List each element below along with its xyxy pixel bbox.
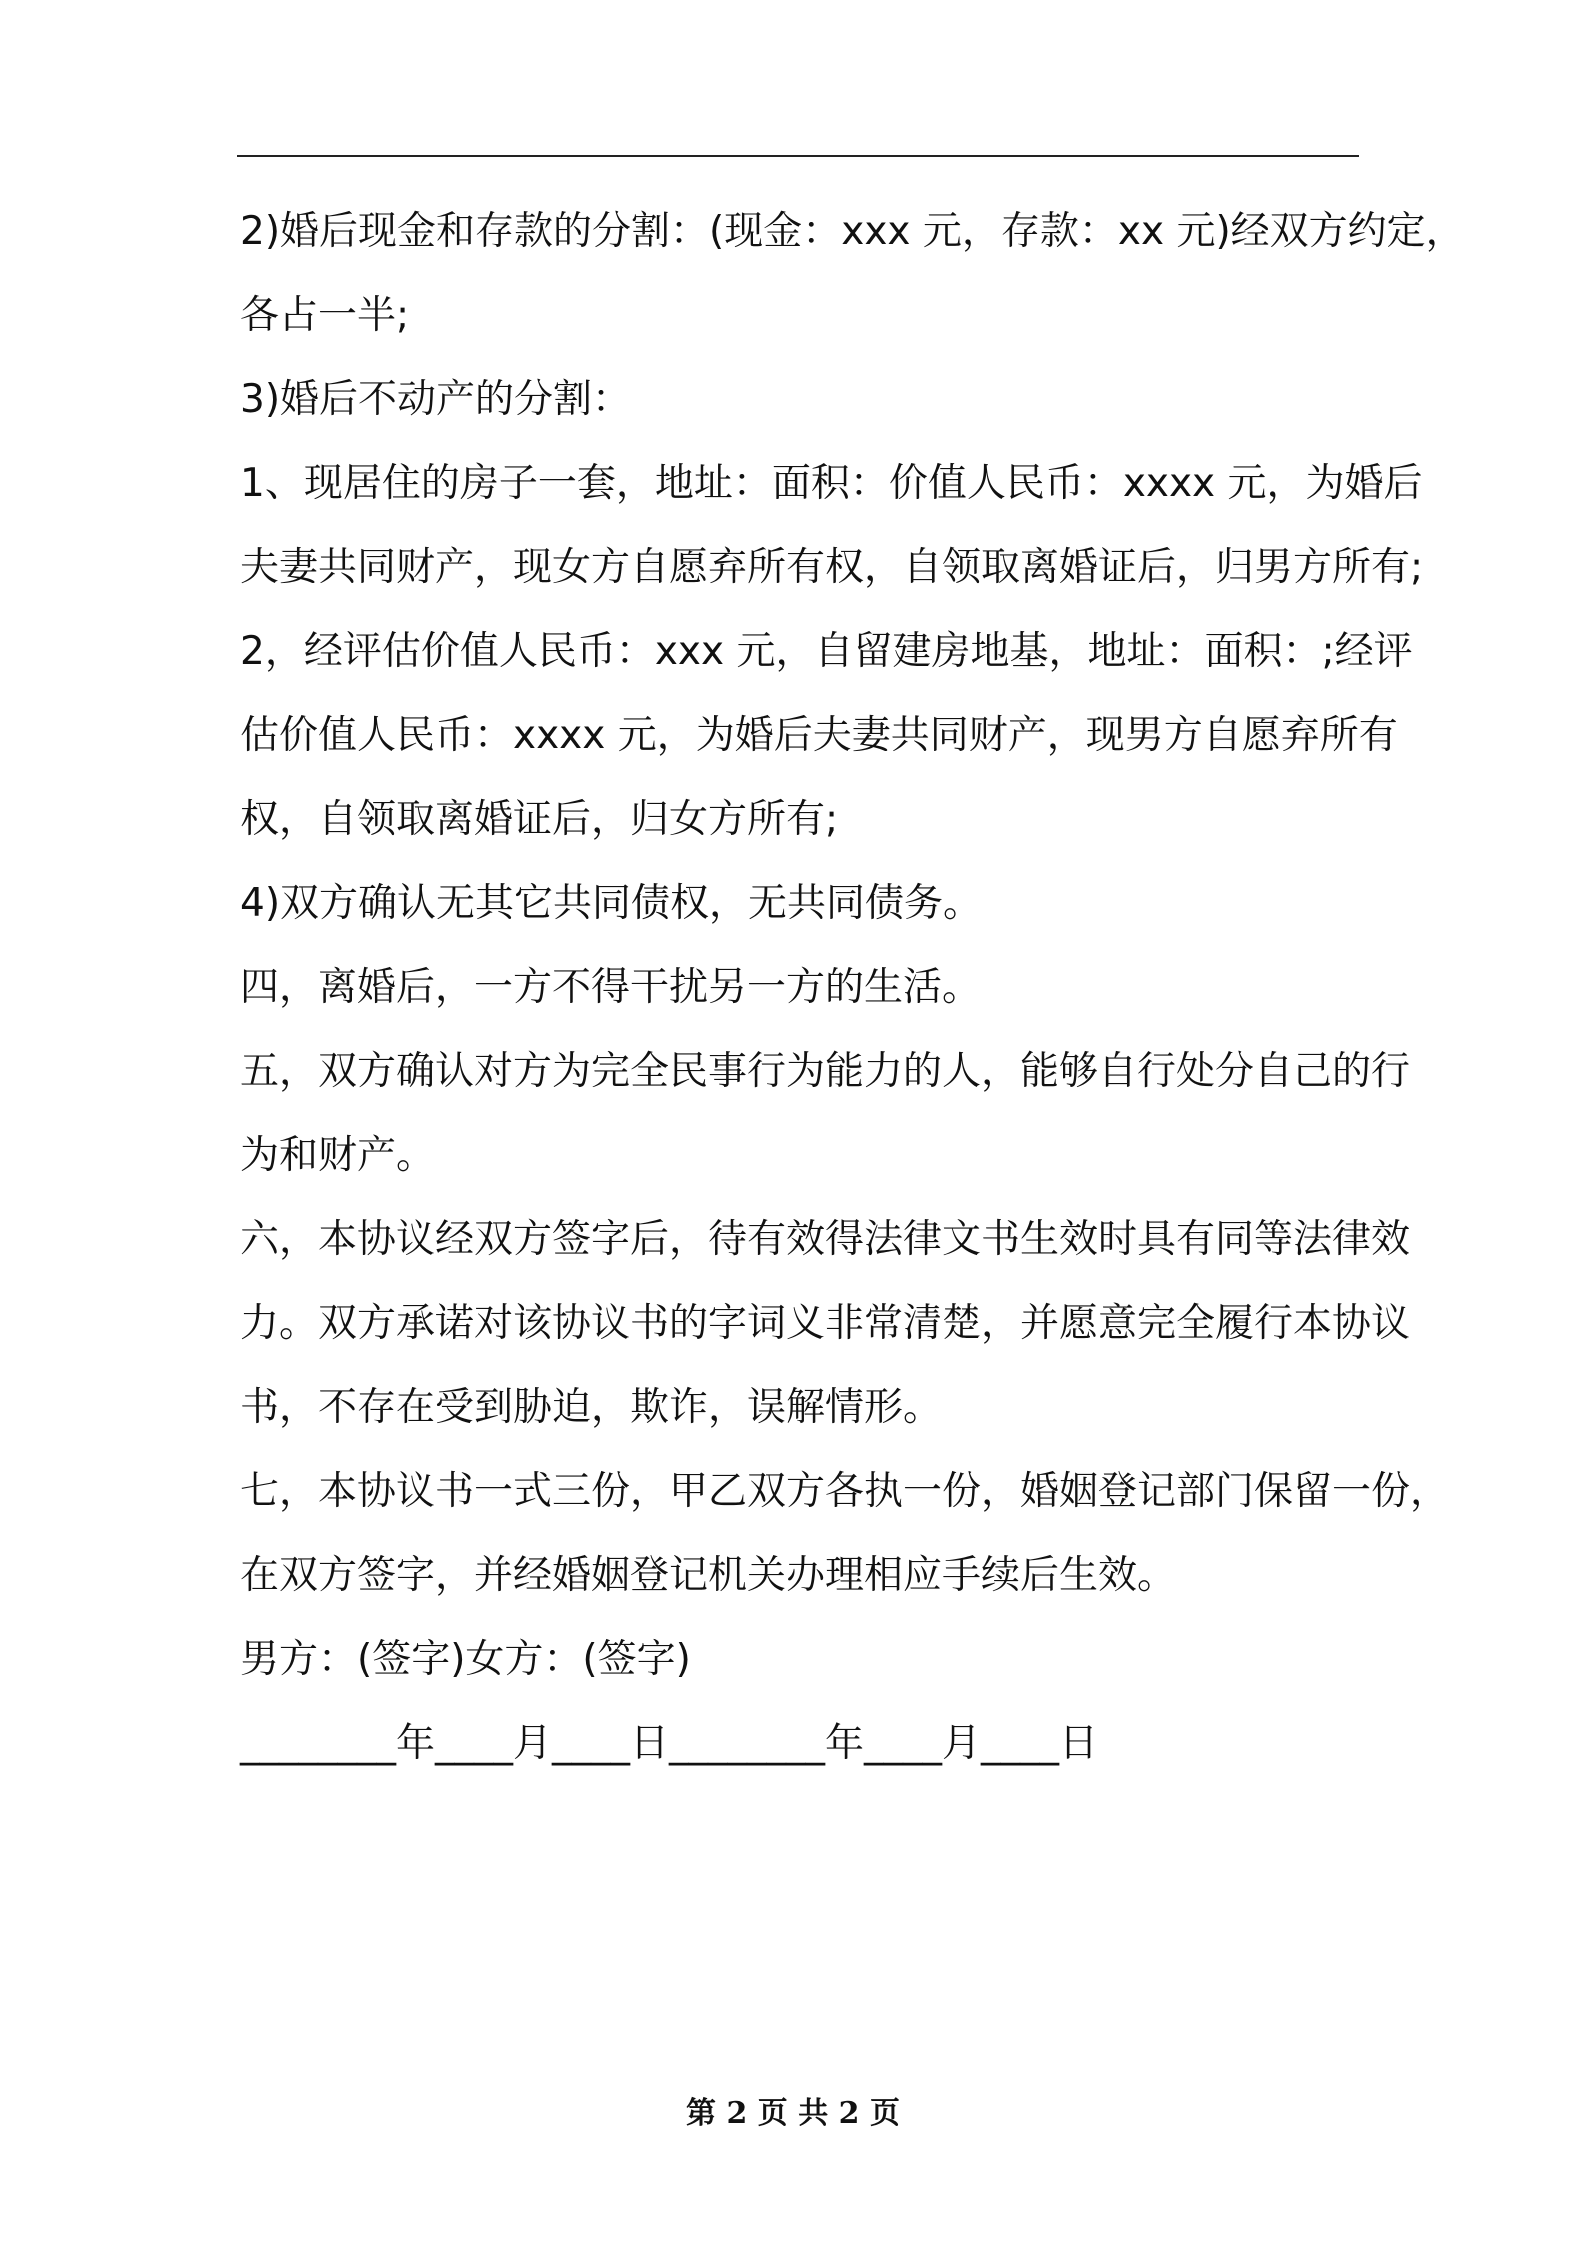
signature-line: 男方：(签字)女方：(签字) bbox=[240, 1637, 691, 1682]
text-line: 七，本协议书一式三份，甲乙双方各执一份，婚姻登记部门保留一份， bbox=[240, 1469, 1450, 1514]
text-line: 为和财产。 bbox=[240, 1133, 436, 1178]
header-divider bbox=[237, 155, 1359, 157]
text-line: 在双方签字，并经婚姻登记机关办理相应手续后生效。 bbox=[240, 1553, 1177, 1598]
text-line: 五，双方确认对方为完全民事行为能力的人，能够自行处分自己的行 bbox=[240, 1049, 1411, 1094]
page-number: 第 2 页 共 2 页 bbox=[686, 2096, 900, 2131]
text-line: 估价值人民币：xxxx 元，为婚后夫妻共同财产，现男方自愿弃所有 bbox=[240, 713, 1398, 758]
text-line: 力。双方承诺对该协议书的字词义非常清楚，并愿意完全履行本协议 bbox=[240, 1301, 1411, 1346]
text-line: 夫妻共同财产，现女方自愿弃所有权，自领取离婚证后，归男方所有; bbox=[240, 545, 1424, 590]
text-line: 4)双方确认无其它共同债权，无共同债务。 bbox=[240, 881, 983, 926]
document-body bbox=[240, 190, 1465, 1786]
text-line: 3)婚后不动产的分割： bbox=[240, 377, 632, 422]
text-line: 1、现居住的房子一套，地址：面积：价值人民币：xxxx 元，为婚后 bbox=[240, 461, 1423, 506]
text-line: 四，离婚后，一方不得干扰另一方的生活。 bbox=[240, 965, 982, 1010]
text-line: 权，自领取离婚证后，归女方所有; bbox=[240, 797, 839, 842]
text-line: 2，经评估价值人民币：xxx 元，自留建房地基，地址：面积：;经评 bbox=[240, 629, 1413, 674]
text-line: 各占一半; bbox=[240, 293, 410, 338]
date-line: ________年____月____日________年____月____日 bbox=[240, 1721, 1098, 1766]
text-line: 六，本协议经双方签字后，待有效得法律文书生效时具有同等法律效 bbox=[240, 1217, 1411, 1262]
text-line: 书，不存在受到胁迫，欺诈，误解情形。 bbox=[240, 1385, 943, 1430]
text-line: 2)婚后现金和存款的分割：(现金：xxx 元，存款：xx 元)经双方约定， bbox=[240, 209, 1465, 254]
